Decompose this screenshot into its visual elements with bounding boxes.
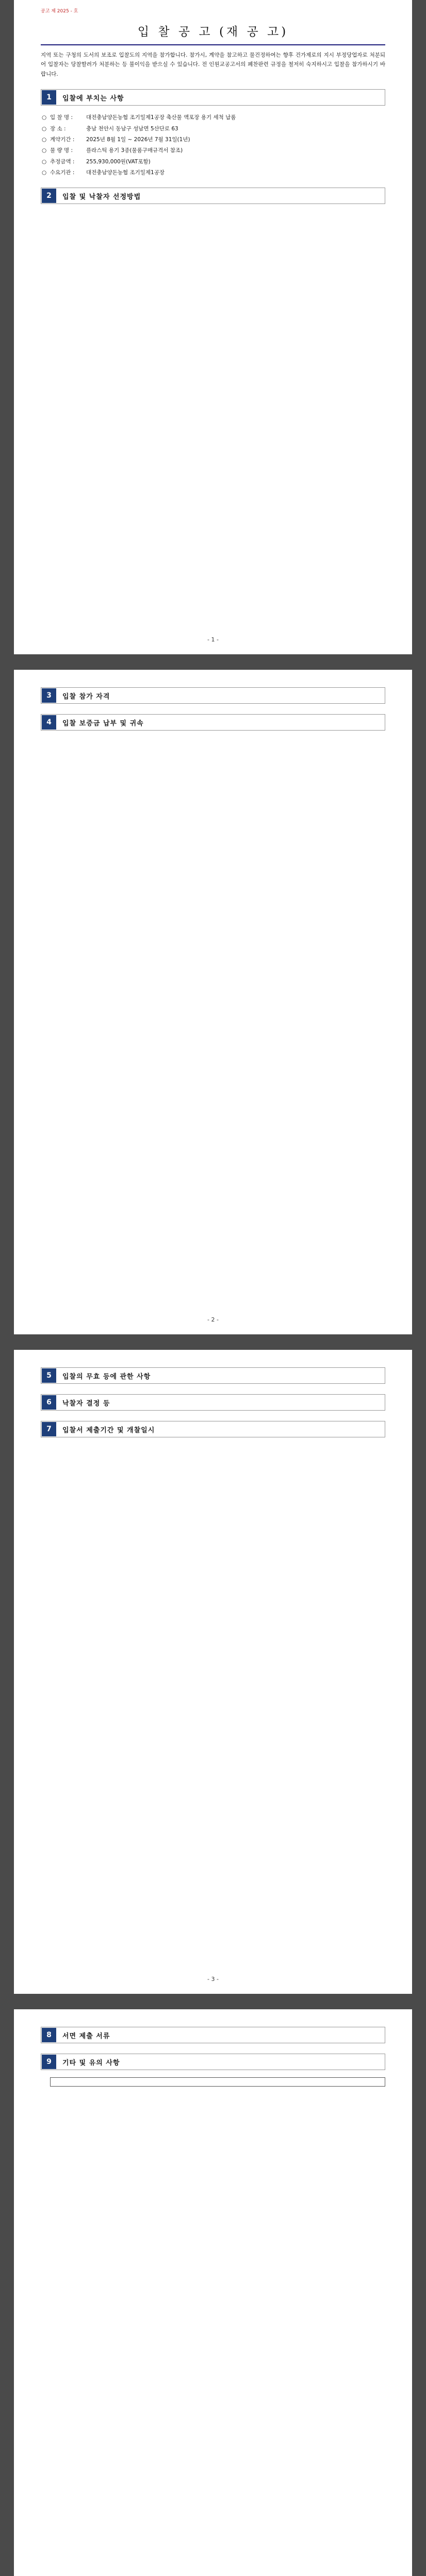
list-item xyxy=(41,168,385,177)
bullet-mark: ○ xyxy=(42,125,47,132)
notice-number-suffix: 호 xyxy=(73,9,78,14)
notice-number: 공고 제 2025 - 호 xyxy=(41,9,78,14)
section-number: 1 xyxy=(42,90,56,105)
section-title: 기타 및 유의 사항 xyxy=(62,2059,120,2067)
section-2-header xyxy=(41,188,385,204)
bullet-mark: ○ xyxy=(42,114,47,121)
bullet-mark: ○ xyxy=(42,136,47,143)
section-5-header xyxy=(41,1367,385,1384)
item-label: 장 소 : xyxy=(50,125,66,132)
page-number: - 2 - xyxy=(207,1316,219,1323)
list-item xyxy=(41,135,385,144)
item-value: 2025년 8월 1일 ~ 2026년 7월 31일(1년) xyxy=(86,136,190,143)
section-title: 입찰에 부치는 사항 xyxy=(62,94,124,103)
item-label: 추정금액 : xyxy=(50,158,75,165)
section-number: 9 xyxy=(42,2055,56,2069)
section-number: 7 xyxy=(42,1422,56,1436)
item-value: 플라스틱 용기 3종(물품구매규격서 참조) xyxy=(86,147,183,154)
bullet-mark: ○ xyxy=(42,170,47,176)
bullet-mark: ○ xyxy=(42,147,47,154)
notice-box xyxy=(50,2077,385,2087)
intro-paragraph: 지역 또는 구청의 도서의 보조로 입찰도의 지역을 참가합니다. 참가시, 계약을 참고하고 물건정하여는 향후 건가제로의 지시 부정당업자로 처분되어 입찰자는 당찰할려가 처분하는 등 불이익을 받으실 수 있습니다. 전 인원교공고서의 폐찬판련 규정을 철저히 숙지하시고 입찰을 참가하시기 바랍니다. xyxy=(41,52,385,77)
section-6-header xyxy=(41,1394,385,1411)
item-label: 수요기관 : xyxy=(50,170,75,176)
section-title: 입찰 및 낙찰자 선정방법 xyxy=(62,193,141,201)
item-label: 물 량 명 : xyxy=(50,147,73,154)
title-divider xyxy=(41,44,385,45)
section-title: 낙찰자 결정 등 xyxy=(62,1399,110,1408)
section-number: 2 xyxy=(42,189,56,203)
item-value: 255,930,000원(VAT포함) xyxy=(86,158,151,165)
item-value: 대전충남양돈농협 조기일제1공장 축산물 액포장 용기 세척 납품 xyxy=(86,114,236,121)
section-number: 8 xyxy=(42,2028,56,2042)
list-item xyxy=(41,157,385,166)
item-value: 충남 천안시 동남구 성남면 5산단로 63 xyxy=(86,125,178,132)
page-number: - 1 - xyxy=(207,636,219,643)
section-4-header xyxy=(41,714,385,731)
page-1 xyxy=(14,0,412,654)
section-3-header xyxy=(41,687,385,704)
list-item xyxy=(41,124,385,133)
document-title: 입 찰 공 고 (재 공 고) xyxy=(137,25,289,39)
section-number: 4 xyxy=(42,715,56,730)
item-label: 입 찰 명 : xyxy=(50,114,73,121)
page-4 xyxy=(14,2009,412,2576)
section-1-list xyxy=(41,113,385,177)
section-number: 5 xyxy=(42,1368,56,1383)
section-title: 입찰의 무효 등에 관한 사항 xyxy=(62,1372,151,1381)
section-number: 6 xyxy=(42,1395,56,1410)
list-item xyxy=(41,146,385,155)
section-8-header xyxy=(41,2027,385,2043)
list-item xyxy=(41,113,385,122)
section-number: 3 xyxy=(42,688,56,703)
section-9-header xyxy=(41,2054,385,2070)
section-title: 입찰 참가 자격 xyxy=(62,692,110,701)
page-number: - 3 - xyxy=(207,1976,219,1982)
bullet-mark: ○ xyxy=(42,158,47,165)
item-label: 계약기간 : xyxy=(50,136,75,143)
page-3 xyxy=(14,1350,412,1994)
section-1-header xyxy=(41,89,385,106)
page-2 xyxy=(14,670,412,1334)
section-7-header xyxy=(41,1421,385,1437)
section-title: 서면 제출 서류 xyxy=(62,2032,110,2040)
section-title: 입찰 보증금 납부 및 귀속 xyxy=(62,719,144,727)
item-value: 대전충남양돈농협 조기일제1공장 xyxy=(86,170,165,176)
section-title: 입찰서 제출기간 및 개찰일시 xyxy=(62,1426,155,1434)
